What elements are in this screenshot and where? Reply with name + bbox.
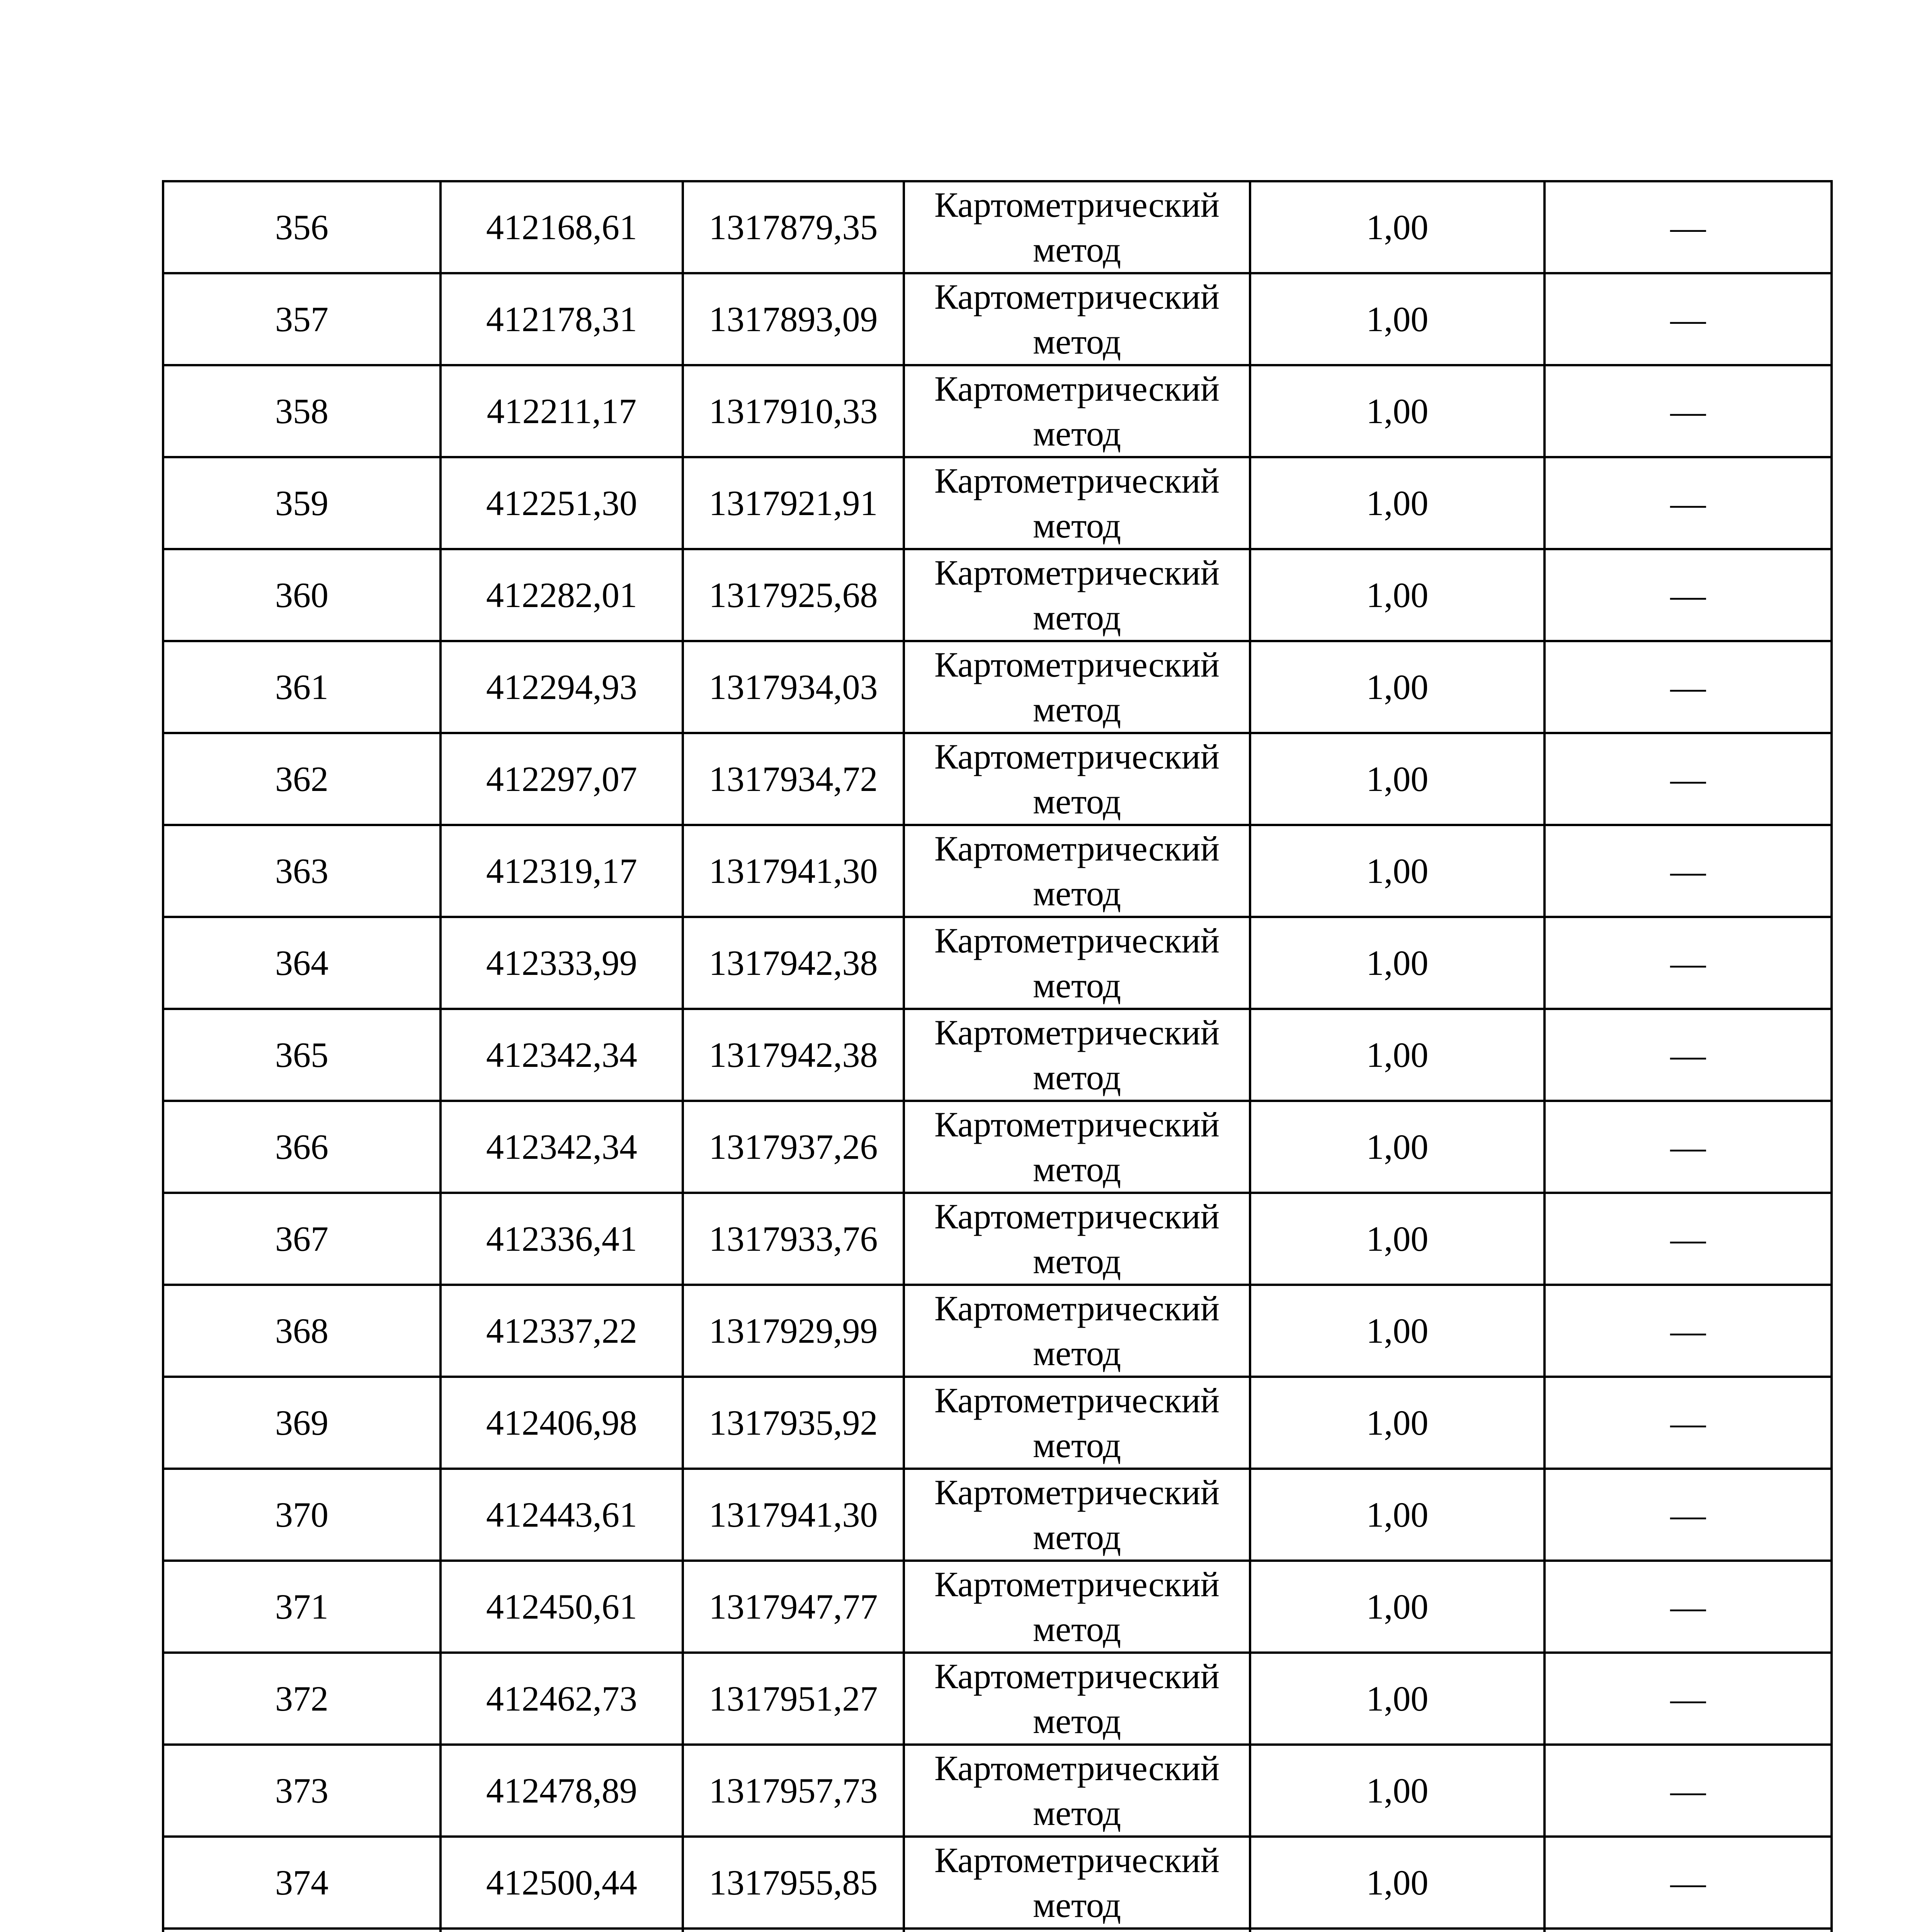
cell-coordinate-x: 412337,22: [441, 1285, 683, 1377]
cell-coordinate-y: 1317935,92: [683, 1377, 904, 1469]
cell-point-number: 370: [163, 1469, 441, 1561]
cell-point-number: 357: [163, 273, 441, 365]
cell-method: Картометрический метод: [904, 365, 1250, 457]
cell-method: Картометрический метод: [904, 641, 1250, 733]
cell-point-number: 360: [163, 549, 441, 641]
table-row: [163, 549, 1832, 641]
cell-note: —: [1544, 1285, 1832, 1377]
table-row: [163, 825, 1832, 917]
cell-coordinate-y: 1317879,35: [683, 181, 904, 273]
cell-accuracy: 1,00: [1250, 365, 1544, 457]
table-row: [163, 733, 1832, 825]
cell-accuracy: 1,00: [1250, 1469, 1544, 1561]
table-row: [163, 1101, 1832, 1193]
cell-note: —: [1544, 1837, 1832, 1929]
cell-accuracy: [1250, 1929, 1544, 1932]
cell-accuracy: 1,00: [1250, 917, 1544, 1009]
cell-coordinate-y: 1317937,26: [683, 1101, 904, 1193]
cell-coordinate-x: 412282,01: [441, 549, 683, 641]
cell-coordinate-x: 412478,89: [441, 1745, 683, 1837]
cell-note: —: [1544, 1745, 1832, 1837]
cell-coordinate-x: 412294,93: [441, 641, 683, 733]
cell-note: —: [1544, 457, 1832, 549]
cell-coordinate-y: 1317893,09: [683, 273, 904, 365]
cell-coordinate-y: 1317921,91: [683, 457, 904, 549]
cell-coordinate-y: 1317925,68: [683, 549, 904, 641]
cell-note: —: [1544, 273, 1832, 365]
cell-accuracy: 1,00: [1250, 457, 1544, 549]
cell-note: —: [1544, 917, 1832, 1009]
cell-point-number: 365: [163, 1009, 441, 1101]
cell-method: Картометрический метод: [904, 1469, 1250, 1561]
table-row: [163, 1837, 1832, 1929]
cell-point-number: 363: [163, 825, 441, 917]
cell-method: Картометрический метод: [904, 1653, 1250, 1745]
cell-coordinate-y: 1317910,33: [683, 365, 904, 457]
table-row: [163, 1653, 1832, 1745]
cell-accuracy: 1,00: [1250, 549, 1544, 641]
cell-accuracy: 1,00: [1250, 273, 1544, 365]
cell-method: Картометрический метод: [904, 1377, 1250, 1469]
table-row: [163, 1745, 1832, 1837]
cell-method: Картометрический метод: [904, 733, 1250, 825]
cell-point-number: 361: [163, 641, 441, 733]
table-row: [163, 181, 1832, 273]
cell-method: Картометрический метод: [904, 1837, 1250, 1929]
cell-coordinate-x: [441, 1929, 683, 1932]
cell-point-number: 358: [163, 365, 441, 457]
cell-point-number: 374: [163, 1837, 441, 1929]
cell-method: Картометрический метод: [904, 825, 1250, 917]
cell-accuracy: 1,00: [1250, 825, 1544, 917]
cell-coordinate-x: 412450,61: [441, 1561, 683, 1653]
cell-note: —: [1544, 365, 1832, 457]
cell-point-number: 359: [163, 457, 441, 549]
cell-coordinate-x: 412406,98: [441, 1377, 683, 1469]
table-row: [163, 365, 1832, 457]
cell-note: —: [1544, 825, 1832, 917]
cell-method: Картометрический метод: [904, 1285, 1250, 1377]
cell-note: —: [1544, 641, 1832, 733]
cell-coordinate-x: 412319,17: [441, 825, 683, 917]
cell-coordinate-y: 1317934,03: [683, 641, 904, 733]
cell-note: —: [1544, 1561, 1832, 1653]
cell-point-number: 364: [163, 917, 441, 1009]
cell-coordinate-x: 412333,99: [441, 917, 683, 1009]
cell-accuracy: 1,00: [1250, 1193, 1544, 1285]
cell-note: —: [1544, 1009, 1832, 1101]
table-row: [163, 457, 1832, 549]
cell-point-number: 373: [163, 1745, 441, 1837]
table-row: [163, 1561, 1832, 1653]
cell-coordinate-x: 412168,61: [441, 181, 683, 273]
cell-coordinate-y: 1317942,38: [683, 917, 904, 1009]
cell-coordinate-y: 1317933,76: [683, 1193, 904, 1285]
cell-method: Картометрический метод: [904, 1009, 1250, 1101]
table-row: [163, 1929, 1832, 1932]
cell-method: Картометрический метод: [904, 273, 1250, 365]
table-row: [163, 273, 1832, 365]
cell-method: Картометрический метод: [904, 181, 1250, 273]
cell-accuracy: 1,00: [1250, 1101, 1544, 1193]
cell-method: Картометрический метод: [904, 549, 1250, 641]
cell-note: —: [1544, 1101, 1832, 1193]
cell-point-number: 367: [163, 1193, 441, 1285]
cell-point-number: 371: [163, 1561, 441, 1653]
table-body: [163, 181, 1832, 1932]
cell-accuracy: 1,00: [1250, 1561, 1544, 1653]
cell-coordinate-y: 1317947,77: [683, 1561, 904, 1653]
cell-coordinate-x: 412211,17: [441, 365, 683, 457]
cell-accuracy: 1,00: [1250, 1285, 1544, 1377]
cell-accuracy: 1,00: [1250, 733, 1544, 825]
cell-coordinate-y: 1317934,72: [683, 733, 904, 825]
table-row: [163, 1009, 1832, 1101]
cell-coordinate-x: 412251,30: [441, 457, 683, 549]
cell-note: —: [1544, 549, 1832, 641]
cell-coordinate-x: 412443,61: [441, 1469, 683, 1561]
coordinates-table: [162, 180, 1833, 1932]
cell-coordinate-y: 1317941,30: [683, 1469, 904, 1561]
cell-accuracy: 1,00: [1250, 1745, 1544, 1837]
cell-coordinate-x: 412336,41: [441, 1193, 683, 1285]
cell-accuracy: 1,00: [1250, 1009, 1544, 1101]
cell-method: Картометрический метод: [904, 457, 1250, 549]
cell-accuracy: 1,00: [1250, 641, 1544, 733]
cell-note: —: [1544, 1469, 1832, 1561]
table-row: [163, 641, 1832, 733]
table-row: [163, 1377, 1832, 1469]
cell-coordinate-x: 412342,34: [441, 1009, 683, 1101]
cell-coordinate-x: 412500,44: [441, 1837, 683, 1929]
cell-method: Картометрический метод: [904, 1193, 1250, 1285]
cell-point-number: 368: [163, 1285, 441, 1377]
cell-coordinate-x: 412342,34: [441, 1101, 683, 1193]
cell-point-number: [163, 1929, 441, 1932]
cell-accuracy: 1,00: [1250, 1653, 1544, 1745]
cell-note: —: [1544, 733, 1832, 825]
cell-coordinate-y: 1317951,27: [683, 1653, 904, 1745]
cell-point-number: 362: [163, 733, 441, 825]
cell-accuracy: 1,00: [1250, 181, 1544, 273]
cell-note: —: [1544, 1193, 1832, 1285]
table-row: [163, 917, 1832, 1009]
cell-coordinate-y: 1317957,73: [683, 1745, 904, 1837]
cell-coordinate-y: 1317955,85: [683, 1837, 904, 1929]
cell-note: —: [1544, 1653, 1832, 1745]
table-row: [163, 1285, 1832, 1377]
cell-coordinate-x: 412297,07: [441, 733, 683, 825]
cell-accuracy: 1,00: [1250, 1377, 1544, 1469]
cell-method: Картометрический метод: [904, 917, 1250, 1009]
cell-point-number: 369: [163, 1377, 441, 1469]
cell-coordinate-y: 1317942,38: [683, 1009, 904, 1101]
cell-coordinate-y: [683, 1929, 904, 1932]
table-row: [163, 1193, 1832, 1285]
cell-coordinate-y: 1317929,99: [683, 1285, 904, 1377]
cell-coordinate-x: 412178,31: [441, 273, 683, 365]
cell-note: [1544, 1929, 1832, 1932]
cell-note: —: [1544, 1377, 1832, 1469]
cell-method: Картометрический метод: [904, 1101, 1250, 1193]
cell-point-number: 372: [163, 1653, 441, 1745]
table-row: [163, 1469, 1832, 1561]
cell-method: Картометрический метод: [904, 1745, 1250, 1837]
cell-point-number: 356: [163, 181, 441, 273]
cell-method: Картометрический метод: [904, 1561, 1250, 1653]
cell-coordinate-x: 412462,73: [441, 1653, 683, 1745]
cell-accuracy: 1,00: [1250, 1837, 1544, 1929]
cell-point-number: 366: [163, 1101, 441, 1193]
cell-note: —: [1544, 181, 1832, 273]
cell-coordinate-y: 1317941,30: [683, 825, 904, 917]
cell-method: [904, 1929, 1250, 1932]
